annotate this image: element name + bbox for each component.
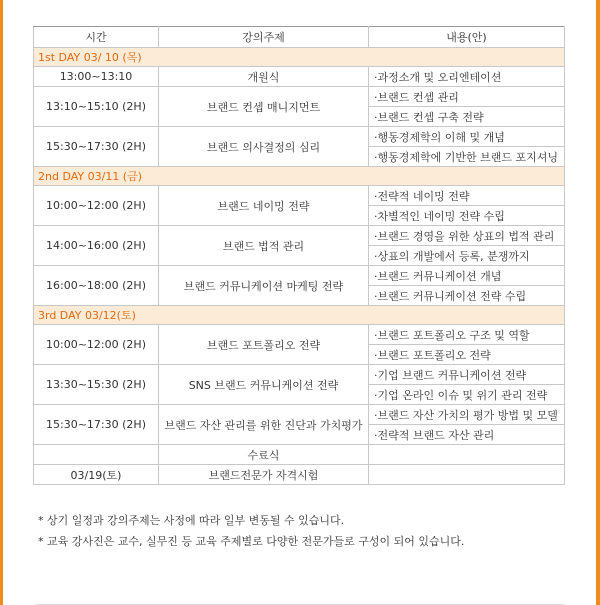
day-row: [34, 48, 565, 67]
exam-topic: 브랜드전문가 자격시험: [159, 465, 369, 485]
session-row: [34, 127, 565, 147]
session-content-item: ·브랜드 컨셉 관리: [369, 87, 565, 107]
session-row: [34, 186, 565, 206]
session-topic: SNS 브랜드 커뮤니케이션 전략: [159, 365, 369, 405]
session-content-item: ·브랜드 포트폴리오 전략: [369, 345, 565, 365]
session-row: [34, 325, 565, 345]
notes: [38, 510, 464, 552]
session-time: 13:10~15:10 (2H): [34, 87, 159, 127]
day-row: [34, 306, 565, 325]
schedule-body: [34, 48, 565, 485]
header-time: 시간: [34, 27, 159, 48]
session-content-item: ·브랜드 커뮤니케이션 전략 수립: [369, 286, 565, 306]
session-content-item: ·브랜드 컨셉 구축 전략: [369, 107, 565, 127]
session-row: [34, 266, 565, 286]
session-content-item: ·전략적 네이밍 전략: [369, 186, 565, 206]
closing-content: [369, 445, 565, 465]
exam-content: [369, 465, 565, 485]
session-row: [34, 405, 565, 425]
session-time: 15:30~17:30 (2H): [34, 405, 159, 445]
session-topic: 브랜드 커뮤니케이션 마케팅 전략: [159, 266, 369, 306]
closing-row: [34, 445, 565, 465]
session-row: [34, 87, 565, 107]
exam-row: [34, 465, 565, 485]
session-topic: 브랜드 네이밍 전략: [159, 186, 369, 226]
session-time: 16:00~18:00 (2H): [34, 266, 159, 306]
session-time: 10:00~12:00 (2H): [34, 186, 159, 226]
session-content-item: ·차별적인 네이밍 전략 수립: [369, 206, 565, 226]
session-row: [34, 226, 565, 246]
session-content-item: ·행동경제학에 기반한 브랜드 포지셔닝: [369, 147, 565, 167]
session-row: [34, 365, 565, 385]
note-instructors: * 교육 강사진은 교수, 실무진 등 교육 주제별로 다양한 전문가들로 구성이 되어 있습니다.: [38, 535, 465, 548]
session-content-item: ·브랜드 자산 가치의 평가 방법 및 모델: [369, 405, 565, 425]
session-time: 10:00~12:00 (2H): [34, 325, 159, 365]
session-content-item: ·행동경제학의 이해 및 개념: [369, 127, 565, 147]
session-content-item: ·상표의 개발에서 등록, 분쟁까지: [369, 246, 565, 266]
session-topic: 브랜드 컨셉 매니지먼트: [159, 87, 369, 127]
closing-topic: 수료식: [159, 445, 369, 465]
table-header-row: [34, 27, 565, 48]
closing-time: [34, 445, 159, 465]
left-orange-border: [0, 0, 3, 605]
session-content-item: ·과정소개 및 오리엔테이션: [369, 67, 565, 87]
session-time: 13:00~13:10: [34, 67, 159, 87]
session-topic: 개원식: [159, 67, 369, 87]
session-content-item: ·기업 온라인 이슈 및 위기 관리 전략: [369, 385, 565, 405]
schedule-table: [33, 26, 565, 485]
session-time: 14:00~16:00 (2H): [34, 226, 159, 266]
session-content-item: ·브랜드 경영을 위한 상표의 법적 관리: [369, 226, 565, 246]
right-orange-border: [596, 0, 600, 605]
session-topic: 브랜드 법적 관리: [159, 226, 369, 266]
session-row: [34, 67, 565, 87]
session-topic: 브랜드 의사결정의 심리: [159, 127, 369, 167]
day-label: 1st DAY 03/ 10 (목): [34, 48, 565, 67]
header-content: 내용(안): [369, 27, 565, 48]
session-content-item: ·브랜드 포트폴리오 구조 및 역할: [369, 325, 565, 345]
session-topic: 브랜드 포트폴리오 전략: [159, 325, 369, 365]
session-time: 15:30~17:30 (2H): [34, 127, 159, 167]
day-row: [34, 167, 565, 186]
session-content-item: ·전략적 브랜드 자산 관리: [369, 425, 565, 445]
session-topic: 브랜드 자산 관리를 위한 진단과 가치평가: [159, 405, 369, 445]
session-content-item: ·기업 브랜드 커뮤니케이션 전략: [369, 365, 565, 385]
note-schedule-change: * 상기 일정과 강의주제는 사정에 따라 일부 변동될 수 있습니다.: [38, 514, 345, 527]
session-content-item: ·브랜드 커뮤니케이션 개념: [369, 266, 565, 286]
header-topic: 강의주제: [159, 27, 369, 48]
session-time: 13:30~15:30 (2H): [34, 365, 159, 405]
exam-date: 03/19(토): [34, 465, 159, 485]
day-label: 2nd DAY 03/11 (금): [34, 167, 565, 186]
day-label: 3rd DAY 03/12(토): [34, 306, 565, 325]
